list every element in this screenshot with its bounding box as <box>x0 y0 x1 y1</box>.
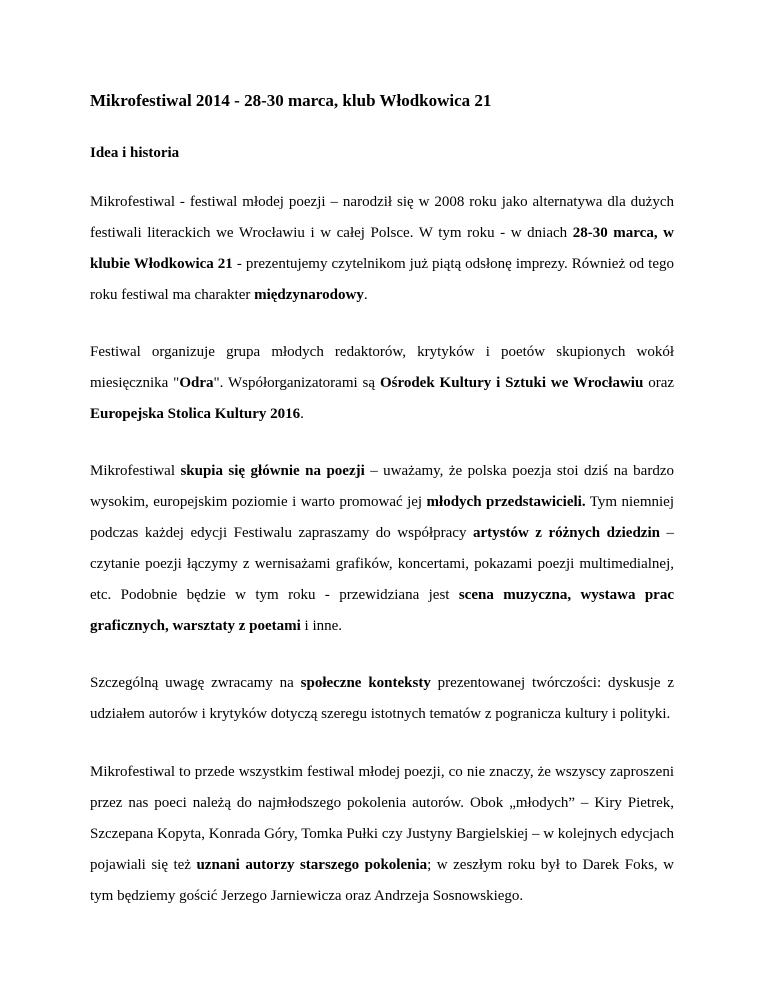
bold-run: młodych przedstawicieli. <box>426 494 586 510</box>
bold-run: 28-30 marca, w klubie Włodkowica 21 <box>90 225 674 272</box>
document-page <box>90 88 674 912</box>
bold-run: Ośrodek Kultury i Sztuki we Wrocławiu <box>379 375 644 391</box>
paragraph-focus <box>90 456 674 642</box>
text-run: prezentowanej twórczości: dyskusje z udziałem autorów i krytyków dotyczą szeregu istotnych tematów z pogranicza kultury i polityki. <box>90 675 674 722</box>
text-run: Mikrofestiwal - festiwal młodej poezji – narodził się w 2008 roku jako alternatywa dla dużych festiwali literackich we Wrocławiu i w całej Polsce. W tym roku - w dniach <box>90 194 674 241</box>
text-run: Szczególną uwagę zwracamy na <box>90 675 301 691</box>
text-run: oraz <box>643 375 675 391</box>
text-run: Festiwal organizuje grupa młodych redaktorów, krytyków i poetów skupionych wokół miesięcznika " <box>90 344 674 391</box>
bold-run: Odra <box>179 375 214 391</box>
text-run: . <box>363 287 368 303</box>
text-run: Mikrofestiwal <box>90 463 181 479</box>
text-run: i inne. <box>300 618 343 634</box>
document-title: Mikrofestiwal 2014 - 28-30 marca, klub Włodkowica 21 <box>90 91 492 110</box>
section-heading: Idea i historia <box>90 145 180 161</box>
paragraph-organizers <box>90 337 674 430</box>
text-run: ". Współorganizatorami są <box>213 375 380 391</box>
bold-run: uznani autorzy starszego pokolenia <box>196 857 428 873</box>
text-run: . <box>300 406 304 422</box>
bold-run: scena muzyczna, wystawa prac graficznych, warsztaty z poetami <box>90 587 674 634</box>
text-run: Tym niemniej podczas każdej edycji Festiwalu zapraszamy do współpracy <box>90 494 674 541</box>
bold-run: międzynarodowy <box>254 287 364 303</box>
text-run: Mikrofestiwal to przede wszystkim festiwal młodej poezji, co nie znaczy, że wszyscy zaproszeni przez nas poeci należą do najmłodszego pokolenia autorów. Obok „młodych” – Kiry Pietrek, Szczepana Kopyta, Konrada Góry, Tomka Pułki czy Justyny Bargielskiej – w kolejnych edycjach pojawiali się też <box>90 764 674 873</box>
bold-run: społeczne konteksty <box>300 675 431 691</box>
bold-run: skupia się głównie na poezji <box>180 463 365 479</box>
text-run: – czytanie poezji łączymy z wernisażami grafików, koncertami, pokazami poezji multimedialnej, etc. Podobnie będzie w tym roku - przewidziana jest <box>90 525 674 603</box>
paragraph-history <box>90 187 674 311</box>
bold-run: Europejska Stolica Kultury 2016 <box>90 406 301 422</box>
paragraph-authors <box>90 757 674 912</box>
text-run: – uważamy, że polska poezja stoi dziś na bardzo wysokim, europejskim poziomie i warto promować jej <box>90 463 674 510</box>
text-run: - prezentujemy czytelnikom już piątą odsłonę imprezy. Również od tego roku festiwal ma charakter <box>90 256 674 303</box>
bold-run: artystów z różnych dziedzin <box>472 525 660 541</box>
text-run: ; w zeszłym roku był to Darek Foks, w tym będziemy gościć Jerzego Jarniewicza oraz Andrzeja Sosnowskiego. <box>90 857 675 904</box>
paragraph-social-context <box>90 668 674 730</box>
